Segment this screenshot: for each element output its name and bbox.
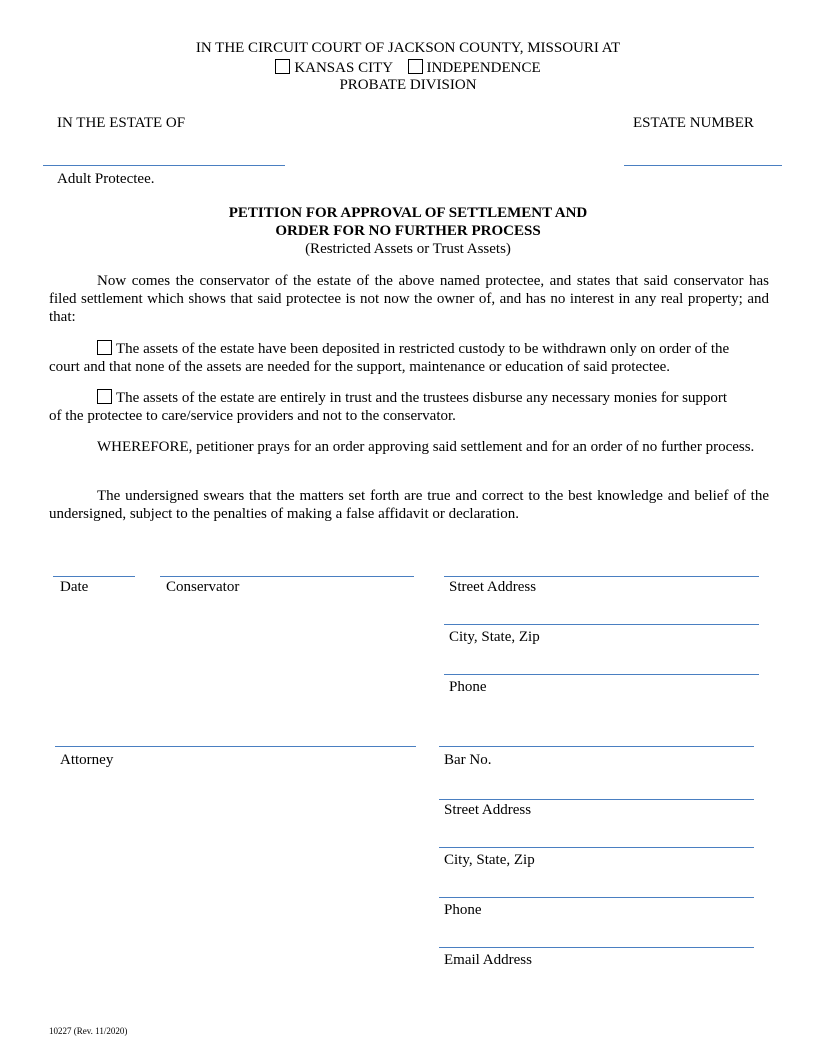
option2-line1: The assets of the estate are entirely in trust and the trustees disburse any necessary monies for support [116,390,728,406]
wherefore-paragraph: WHEREFORE, petitioner prays for an order approving said settlement and for an order of no further process. [97,439,755,455]
estate-name-line[interactable] [43,165,285,166]
date-line[interactable] [53,576,135,577]
conservator-label: Conservator [166,579,240,595]
conservator-city-label: City, State, Zip [449,629,540,645]
estate-number-line[interactable] [624,165,782,166]
option-trust-assets [49,389,769,425]
attorney-phone-line[interactable] [439,897,754,898]
option1-line2: court and that none of the assets are needed for the support, maintenance or education of said protectee. [49,359,671,375]
attorney-signature-line[interactable] [55,746,416,747]
attorney-street-line[interactable] [439,799,754,800]
protectee-label: Adult Protectee. [57,171,155,187]
conservator-phone-line[interactable] [444,674,759,675]
location-options [0,59,816,77]
bar-number-line[interactable] [439,746,754,747]
court-heading: IN THE CIRCUIT COURT OF JACKSON COUNTY, MISSOURI AT [195,40,621,56]
kansas-city-checkbox[interactable] [275,59,290,74]
independence-checkbox[interactable] [408,59,423,74]
estate-of-label: IN THE ESTATE OF [57,115,186,131]
option-restricted-custody [49,340,769,376]
conservator-street-line[interactable] [444,576,759,577]
independence-label: INDEPENDENCE [426,60,541,76]
attorney-email-line[interactable] [439,947,754,948]
division-heading: PROBATE DIVISION [339,77,477,93]
trust-assets-checkbox[interactable] [97,389,112,404]
oath-paragraph: The undersigned swears that the matters set forth are true and correct to the best knowledge and belief of the undersigned, subject to the penalties of making a false affidavit or declaration. [49,488,769,522]
document-title-line1: PETITION FOR APPROVAL OF SETTLEMENT AND [228,205,588,221]
conservator-phone-label: Phone [449,679,487,695]
conservator-street-label: Street Address [449,579,537,595]
kansas-city-label: KANSAS CITY [294,60,393,76]
intro-paragraph: Now comes the conservator of the estate of the above named protectee, and states that said conservator has filed settlement which shows that said protectee is not now the owner of, and has no interest in any real property; and that: [49,273,769,325]
attorney-phone-label: Phone [444,902,482,918]
document-title-line2: ORDER FOR NO FURTHER PROCESS [275,223,541,239]
restricted-custody-checkbox[interactable] [97,340,112,355]
option2-line2: of the protectee to care/service providers and not to the conservator. [49,408,456,424]
option1-line1: The assets of the estate have been deposited in restricted custody to be withdrawn only on order of the [116,341,730,357]
document-subtitle: (Restricted Assets or Trust Assets) [305,241,511,257]
form-number: 10227 (Rev. 11/2020) [49,1026,128,1036]
conservator-signature-line[interactable] [160,576,414,577]
attorney-street-label: Street Address [444,802,532,818]
attorney-email-label: Email Address [444,952,532,968]
date-label: Date [60,579,89,595]
attorney-label: Attorney [60,752,114,768]
estate-number-label: ESTATE NUMBER [633,115,754,131]
attorney-city-label: City, State, Zip [444,852,535,868]
bar-number-label: Bar No. [444,752,492,768]
attorney-city-line[interactable] [439,847,754,848]
conservator-city-line[interactable] [444,624,759,625]
